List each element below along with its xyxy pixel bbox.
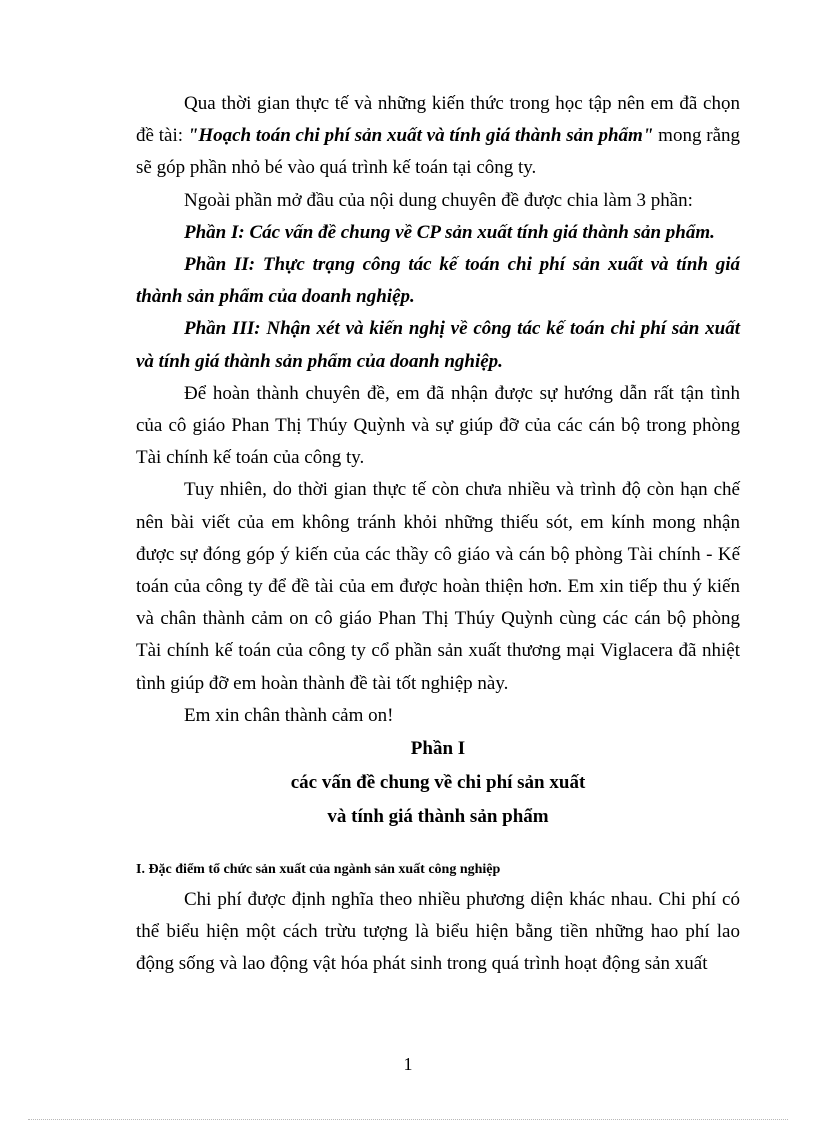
intro-paragraph-3: Để hoàn thành chuyên đề, em đã nhận được sự hướng dẫn rất tận tình của cô giáo Phan Thị Thúy Quỳnh và sự giúp đỡ của các cán bộ trong phòng Tài chính kế toán của công ty. xyxy=(136,382,740,469)
part-heading-line-3: và tính giá thành sản phẩm xyxy=(327,806,549,828)
intro-p1-after: mong rằng sẽ góp phần nhỏ bé vào quá trình kế toán tại công ty. xyxy=(136,125,741,179)
part-heading-line-1: Phần I xyxy=(410,738,466,760)
thesis-title: "Hoạch toán chi phí sản xuất và tính giá thành sản phẩm" xyxy=(187,125,654,147)
page-number: 1 xyxy=(403,1054,413,1074)
intro-p1-before: Qua thời gian thực tế và những kiến thức trong học tập nên em đã chọn đề tài: xyxy=(136,93,740,147)
intro-paragraph-4: Tuy nhiên, do thời gian thực tế còn chưa nhiều và trình độ còn hạn chế nên bài viết của em không tránh khỏi những thiếu sót, em kính mong nhận được sự đóng góp ý kiến của các thầy cô giáo và cán bộ phòng Tài chính - Kế toán của công ty để đề tài của em được hoàn thiện hơn. Em xin tiếp thu ý kiến và chân thành cảm on cô giáo Phan Thị Thúy Quỳnh cùng các cán bộ phòng Tài chính kế toán của công ty cổ phần sản xuất thương mại Viglacera đã nhiệt tình giúp đỡ em hoàn thành đề tài tốt nghiệp này. xyxy=(136,479,740,694)
part-heading-line-2: các vấn đề chung về chi phí sản xuất xyxy=(290,772,586,794)
intro-paragraph-1 xyxy=(136,88,740,185)
part-2-summary: Phần II: Thực trạng công tác kế toán chi phí sản xuất và tính giá thành sản phẩm của doanh nghiệp. xyxy=(136,254,740,308)
intro-paragraph-5: Em xin chân thành cảm on! xyxy=(184,704,394,726)
intro-paragraph-2: Ngoài phần mở đầu của nội dung chuyên đề được chia làm 3 phần: xyxy=(184,189,693,211)
page-bottom-divider xyxy=(28,1119,788,1120)
section-title: I. Đặc điểm tổ chức sản xuất của ngành sản xuất công nghiệp xyxy=(136,862,501,878)
part-3-summary: Phần III: Nhận xét và kiến nghị về công tác kế toán chi phí sản xuất và tính giá thành sản phẩm của doanh nghiệp. xyxy=(136,318,740,372)
part-1-summary: Phần I: Các vấn đề chung về CP sản xuất tính giá thành sản phẩm. xyxy=(184,221,715,243)
section-paragraph-1: Chi phí được định nghĩa theo nhiều phương diện khác nhau. Chi phí có thể biểu hiện một cách trừu tượng là biểu hiện bằng tiền những hao phí lao động sống và lao động vật hóa phát sinh trong quá trình hoạt động sản xuất xyxy=(136,889,740,975)
